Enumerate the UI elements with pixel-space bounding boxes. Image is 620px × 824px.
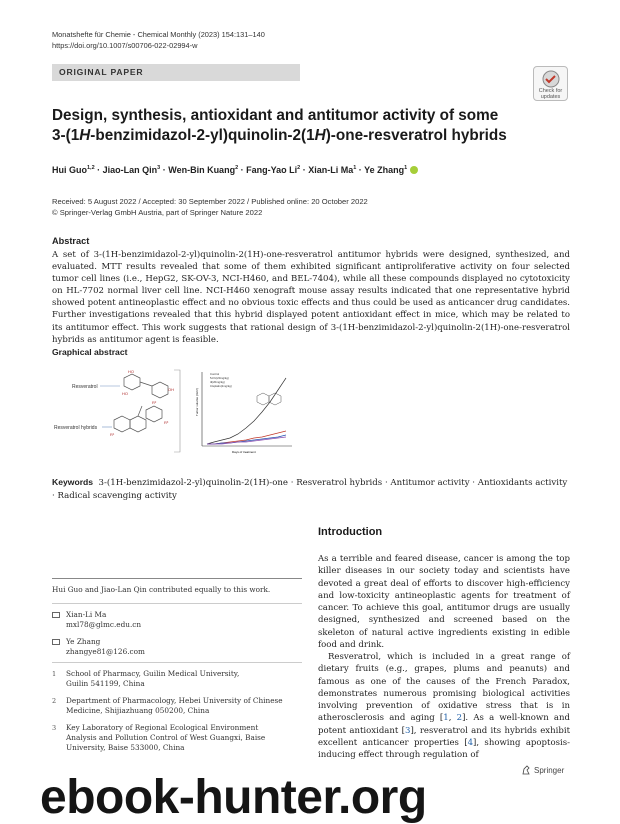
intro-paragraph-2: Resveratrol, which is included in a great range of dietary fruits (e.g., grapes, plums and peanuts) and famous as one of the causes of the French Paradox, demonstrates numerous promising biological activities involving prevention of oxidative stress that is in atherosclerosis and aging [1, 2]. As a well-known and potent antioxidant [3], resveratrol and its hybrids exhibit excellent anticancer properties [4], showing apoptosis-inducing effect through regulation of [318, 652, 570, 760]
check-updates-icon [541, 70, 561, 88]
author-list: Hui Guo$^{1,2}$ · Jiao-Lan Qin$^3$ · Wen-Bin Kuang$^2$ · Fang-Yao $Li^2$ · Xian-Li $Ma^1 \cdot Ye$ Zhang$^1$ [52, 165, 572, 175]
chart-ylabel: Tumor volume (mm³) [195, 388, 199, 416]
envelope-icon [52, 612, 60, 618]
title-line1: Design, synthesis, antioxidant and antitumor activity of some [52, 107, 499, 124]
tumor-volume-chart [195, 372, 292, 454]
keywords-section [52, 476, 570, 502]
author-name[interactable]: Xian-Li Ma [308, 165, 354, 175]
publication-dates [52, 196, 368, 218]
resveratrol-structure [114, 374, 168, 432]
journal-citation [52, 30, 265, 51]
citation-link[interactable]: 1 [443, 713, 449, 724]
check-badge-line1: Check for [538, 88, 563, 94]
orcid-icon[interactable] [410, 166, 418, 174]
affiliation-entry: 2 Department of Pharmacology, Hebei University of Chinese Medicine, Shijiazhuang 050200, China [52, 696, 283, 715]
contact-entry: Xian-Li Ma mxl78@glmc.edu.cn [52, 610, 302, 630]
graphical-abstract-heading: Graphical abstract [52, 347, 128, 357]
contact-entry: Ye Zhang zhangye81@126.com [52, 637, 302, 657]
series-4l [207, 435, 286, 444]
legend-entry: 4l(20mg/kg) [210, 380, 225, 384]
chart-xlabel: Days of treatment [232, 450, 256, 454]
doi-link[interactable]: https://doi.org/10.1007/s00706-022-02994-w [52, 40, 198, 50]
introduction-text [318, 553, 570, 761]
check-for-updates-badge[interactable] [533, 66, 568, 101]
graphical-abstract-figure [52, 366, 302, 456]
legend-entry: Cisplatin(2mg/kg) [210, 384, 232, 388]
svg-text:R²: R² [152, 400, 157, 405]
svg-text:R¹: R¹ [110, 432, 115, 437]
ga-label-hybrids: Resveratrol hybrids [54, 425, 98, 431]
svg-text:OH: OH [168, 387, 174, 392]
svg-text:HO: HO [128, 369, 134, 374]
footnotes [52, 585, 302, 760]
author-name[interactable]: Fang-Yao Li [246, 165, 298, 175]
equal-contribution-note: Hui Guo and Jiao-Lan Qin contributed equally to this work. [52, 585, 271, 594]
affiliation-entry: 3 Key Laboratory of Regional Ecological Environment Analysis and Pollution Control of West Guangxi, Baise University, Baise 533000, China [52, 723, 266, 752]
envelope-icon [52, 639, 60, 645]
copyright-line: © Springer-Verlag GmbH Austria, part of Springer Nature 2022 [52, 208, 263, 217]
svg-text:R³: R³ [164, 420, 169, 425]
abstract-text: A set of 3-(1H-benzimidazol-2-yl)quinolin-2(1H)-one-resveratrol antitumor hybrids were designed, synthesized, and evaluated. MTT results revealed that some of them exhibited significant antiproliferative activity on four selected tumor cell lines (i.e., HepG2, SK-OV-3, NCI-H460, and BEL-7404), while all these compounds displayed no cytotoxicity on HL-7702 normal liver cell line. NCI-H460 xenograft mouse assay results indicated that one representative hybrid showed potent antineoplastic effect and no obvious toxic effects and thus could be used as anticancer drug candidates. Further investigations revealed that this hybrid displayed potent antioxidant effect in mice, which may be related to its antitumor effect. This work suggests that rational design of 3-(1H-benzimidazol-2-yl)quinolin-2(1H)-one-resveratrol hybrids as antitumor agent is feasible. [52, 250, 570, 345]
check-badge-line2: updates [540, 94, 561, 100]
intro-paragraph-1: As a terrible and feared disease, cancer is among the top killer diseases in our society today and scientists have devoted a great deal of efforts to discover high-efficiency and low-toxicity antineoplastic agents for treatment of cancer. To achieve this goal, antitumor drugs are usually designed, synthesized and screened based on the skeleton of natural active ingredients existing in edible food and drink. [318, 554, 570, 650]
affiliation-entry: 1 School of Pharmacy, Guilin Medical University, Guilin 541199, China [52, 669, 240, 688]
author-name[interactable]: Jiao-Lan Qin [102, 165, 158, 175]
footnote-divider [52, 578, 302, 579]
author-name[interactable]: Hui Guo [52, 165, 87, 175]
article-title [52, 106, 572, 145]
ga-label-resveratrol: Resveratrol [72, 384, 98, 390]
citation-link[interactable]: 2 [456, 713, 463, 724]
author-name[interactable]: Wen-Bin Kuang [168, 165, 236, 175]
introduction-heading: Introduction [318, 526, 383, 538]
contact-email[interactable]: mxl78@glmc.edu.cn [66, 620, 142, 629]
keywords-text: 3-(1H-benzimidazol-2-yl)quinolin-2(1H)-one · Resveratrol hybrids · Antitumor activity · Antioxidants activity · Radical scavenging activity [52, 478, 568, 501]
citation-link[interactable]: 4 [467, 737, 474, 748]
article-type-label: ORIGINAL PAPER [52, 64, 300, 81]
keywords-label: Keywords [52, 477, 94, 487]
legend-entry: Control [210, 372, 220, 376]
publisher-name: Springer [534, 765, 565, 775]
dates-line: Received: 5 August 2022 / Accepted: 30 September 2022 / Published online: 20 October 2022 [52, 197, 368, 206]
author-name[interactable]: Ye Zhang [364, 165, 405, 175]
abstract-heading: Abstract [52, 236, 90, 246]
contact-email[interactable]: zhangye81@126.com [66, 647, 145, 656]
journal-line: Monatshefte für Chemie - Chemical Monthly (2023) 154:131–140 [52, 30, 265, 39]
svg-text:HO: HO [122, 391, 128, 396]
citation-link[interactable]: 3 [405, 725, 411, 736]
watermark-text: ebook-hunter.org [40, 771, 427, 824]
legend-entry: 5-FU(20mg/kg) [210, 376, 229, 380]
title-line2: 3-(1H-benzimidazol-2-yl)quinolin-2(1H)-one-resveratrol hybrids [52, 126, 507, 144]
